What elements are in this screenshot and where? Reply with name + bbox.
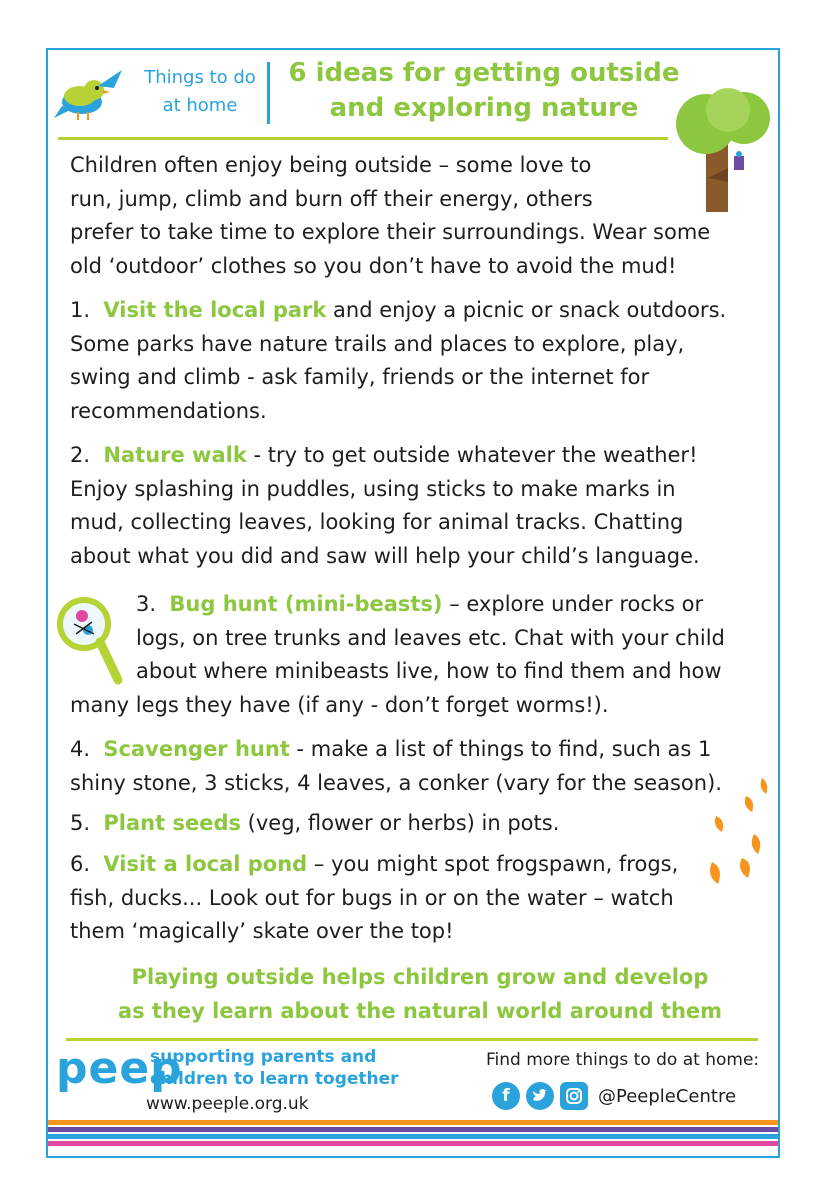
peep-tagline-line1: supporting parents and	[150, 1047, 377, 1067]
intro-paragraph	[70, 149, 770, 283]
idea-text: swing and climb - ask family, friends or the internet for	[70, 365, 650, 389]
idea-number: 2.	[70, 443, 91, 467]
idea-text: logs, on tree trunks and leaves etc. Chat with your child	[136, 625, 725, 650]
idea-number: 3.	[136, 592, 157, 616]
idea-text: (veg, flower or herbs) in pots.	[240, 811, 560, 835]
idea-label: Visit a local pond	[103, 852, 308, 876]
stripe-purple	[48, 1127, 778, 1132]
idea-number: 4.	[70, 737, 91, 761]
idea-label: Plant seeds	[103, 811, 241, 835]
page-title	[284, 56, 684, 126]
social-handle[interactable]: @PeepleCentre	[598, 1085, 737, 1107]
idea-text: many legs they have (if any - don’t forget worms!).	[70, 692, 609, 717]
website-link[interactable]: www.peeple.org.uk	[146, 1094, 309, 1114]
peep-tagline-line2: children to learn together	[150, 1069, 399, 1089]
idea-text: - try to get outside whatever the weather!	[246, 443, 698, 467]
intro-line: old ‘outdoor’ clothes so you don’t have to avoid the mud!	[70, 253, 677, 278]
idea-text: - make a list of things to find, such as 1	[289, 737, 712, 761]
idea-label: Scavenger hunt	[103, 737, 290, 761]
idea-6	[70, 848, 770, 949]
facebook-icon[interactable]: f	[492, 1082, 520, 1110]
find-more-text: Find more things to do at home:	[486, 1050, 760, 1070]
intro-line: Children often enjoy being outside – some love to	[70, 153, 592, 177]
footer-rule	[66, 1038, 758, 1041]
idea-text: about what you did and saw will help your child’s language.	[70, 543, 700, 568]
stripe-orange	[48, 1120, 778, 1125]
stripe-blue	[48, 1134, 778, 1139]
intro-line: run, jump, climb and burn off their energy, others	[70, 186, 593, 211]
idea-text: – explore under rocks or	[442, 592, 704, 616]
idea-text: Enjoy splashing in puddles, using sticks to make marks in	[70, 476, 676, 501]
social-links	[492, 1082, 736, 1110]
idea-number: 6.	[70, 852, 91, 876]
peep-tagline	[150, 1046, 399, 1090]
header-category-line2: at home	[162, 95, 238, 116]
idea-5	[70, 807, 710, 841]
page-title-line2: and exploring nature	[329, 93, 639, 123]
instagram-icon[interactable]	[560, 1082, 588, 1110]
idea-text: about where minibeasts live, how to find them and how	[136, 659, 722, 683]
idea-3	[70, 588, 770, 722]
tagline-line2: as they learn about the natural world around them	[117, 999, 723, 1023]
idea-label: Bug hunt (mini-beasts)	[169, 592, 443, 616]
header-divider	[267, 62, 270, 124]
idea-number: 5.	[70, 811, 91, 835]
birds-icon	[52, 66, 132, 124]
idea-text: recommendations.	[70, 398, 267, 423]
idea-text: fish, ducks... Look out for bugs in or on the water – watch	[70, 885, 674, 910]
stripe-pink	[48, 1141, 778, 1146]
page-title-line1: 6 ideas for getting outside	[288, 58, 680, 88]
idea-label: Nature walk	[103, 443, 247, 467]
header-category	[138, 64, 262, 120]
idea-4	[70, 733, 770, 800]
idea-text: shiny stone, 3 sticks, 4 leaves, a conker (vary for the season).	[70, 770, 722, 795]
tagline-line1: Playing outside helps children grow and develop	[131, 965, 709, 989]
intro-line: prefer to take time to explore their surroundings. Wear some	[70, 220, 711, 244]
idea-2	[70, 439, 770, 573]
peep-logo: peep	[56, 1043, 183, 1094]
header-rule	[58, 137, 668, 140]
idea-text: mud, collecting leaves, looking for animal tracks. Chatting	[70, 510, 684, 534]
idea-number: 1.	[70, 298, 91, 322]
closing-tagline	[90, 960, 750, 1028]
header-category-line1: Things to do	[144, 67, 256, 88]
idea-1	[70, 294, 770, 428]
idea-text: them ‘magically’ skate over the top!	[70, 919, 454, 943]
idea-text: Some parks have nature trails and places to explore, play,	[70, 331, 685, 356]
idea-text: – you might spot frogspawn, frogs,	[307, 852, 679, 876]
idea-text: and enjoy a picnic or snack outdoors.	[326, 298, 727, 322]
idea-label: Visit the local park	[103, 298, 327, 322]
twitter-icon[interactable]	[526, 1082, 554, 1110]
